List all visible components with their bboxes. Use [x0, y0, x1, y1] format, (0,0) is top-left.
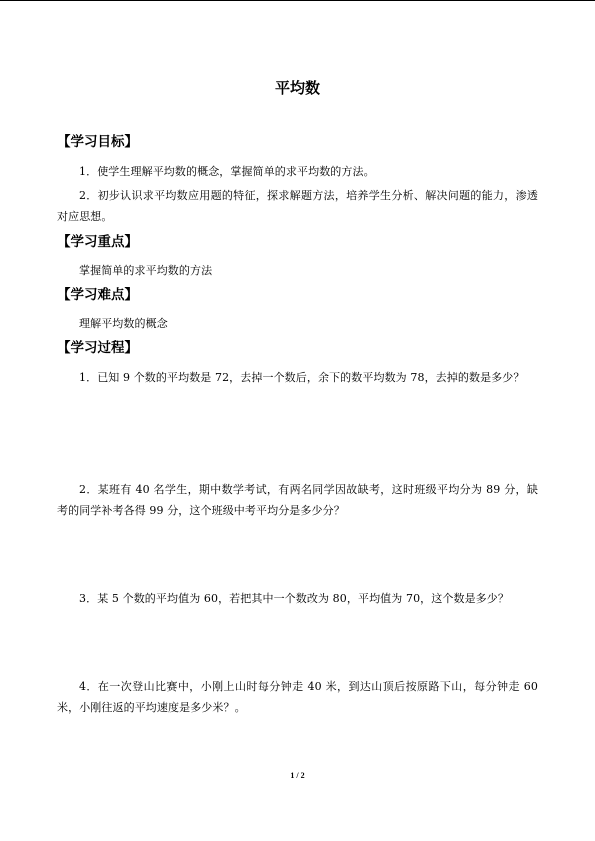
- goal-item-2: 2．初步认识求平均数应用题的特征，探求解题方法，培养学生分析、解决问题的能力，渗透对应思想。: [57, 189, 538, 223]
- page-title: 平均数: [274, 79, 320, 97]
- page-top-border: [0, 0, 595, 1]
- goal-item-1: 1．使学生理解平均数的概念，掌握简单的求平均数的方法。: [79, 165, 375, 178]
- section-heading-key-points: 【学习重点】: [57, 234, 138, 250]
- question-1: 1．已知 9 个数的平均数是 72，去掉一个数后，余下的数平均数为 78，去掉的数是多少？: [79, 371, 525, 384]
- question-2: 2．某班有 40 名学生，期中数学考试，有两名同学因故缺考，这时班级平均分为 89 分，缺考的同学补考各得 99 分，这个班级中考平均分是多少分？: [57, 483, 538, 517]
- section-heading-process: 【学习过程】: [57, 340, 138, 356]
- key-points-text: 掌握简单的求平均数的方法: [79, 264, 213, 277]
- page-indicator: 1 / 2: [290, 771, 305, 780]
- question-3: 3．某 5 个数的平均值为 60，若把其中一个数改为 80，平均值为 70，这个数是多少？: [79, 592, 509, 605]
- difficulties-text: 理解平均数的概念: [79, 317, 168, 330]
- section-heading-difficulties: 【学习难点】: [57, 287, 138, 303]
- section-heading-goals: 【学习目标】: [57, 134, 138, 150]
- question-4: 4．在一次登山比赛中，小刚上山时每分钟走 40 米，到达山顶后按原路下山，每分钟走 60 米，小刚往返的平均速度是多少米？。: [57, 680, 538, 714]
